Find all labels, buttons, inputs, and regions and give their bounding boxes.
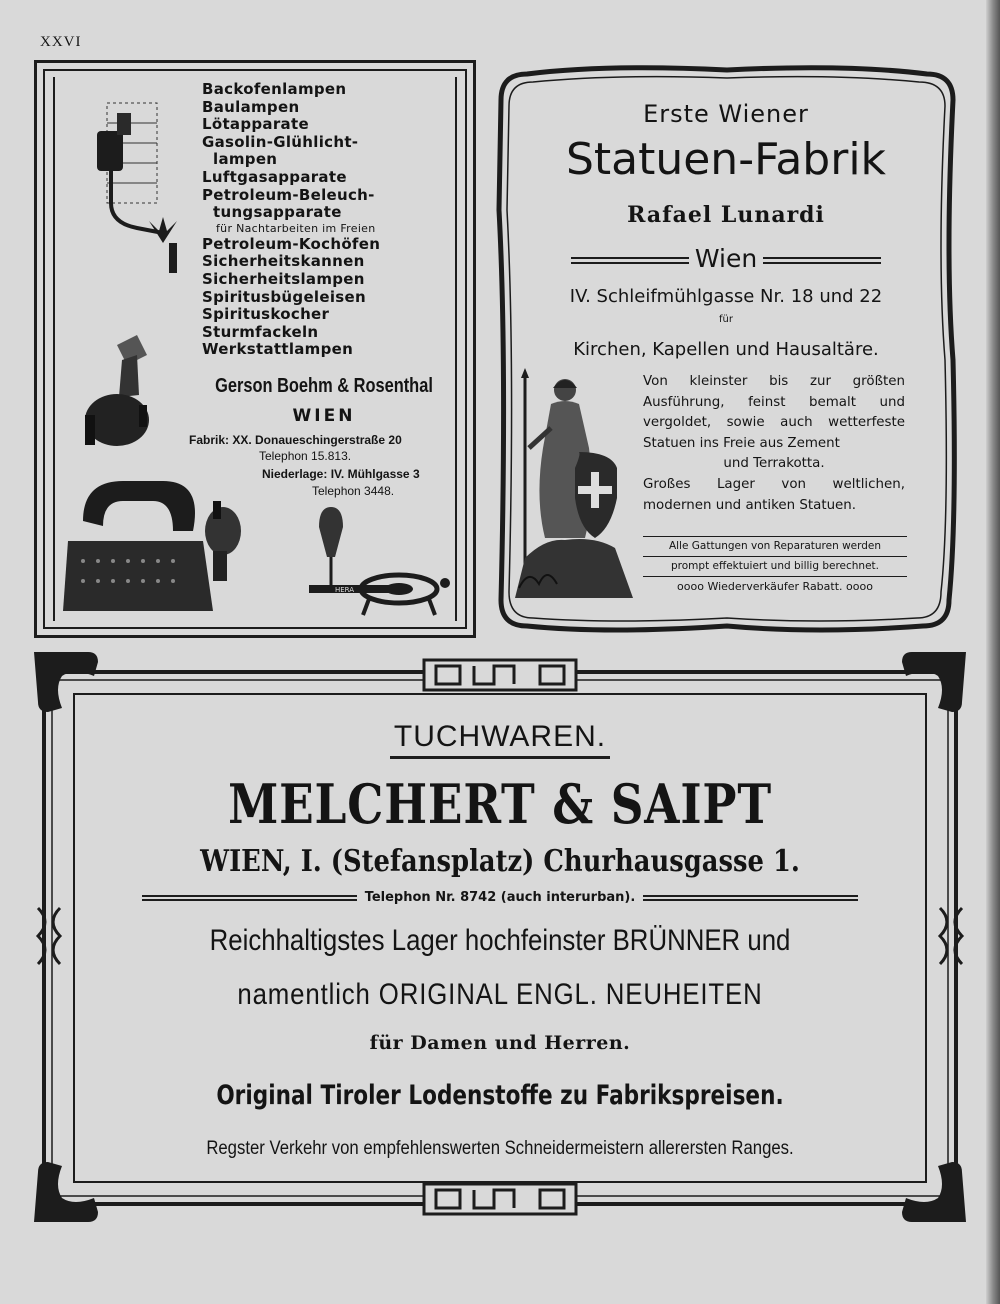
description-text-2: Großes Lager von weltlichen, modernen und antiken Statuen.: [643, 476, 905, 513]
spirit-burner-illustration: [299, 507, 459, 617]
description-text: Von kleinster bis zur größten Ausführung, feinst bemalt und vergoldet, sowie auch wetterfeste Statuen ins Freie aus Zement: [643, 374, 905, 451]
rabatt-note: oooo Wiederverkäufer Rabatt. oooo: [677, 580, 873, 593]
firm-name: Gerson Boehm & Rosenthal: [215, 375, 433, 397]
product-list: [202, 81, 472, 359]
factory-phone: Telephon 15.813.: [259, 449, 352, 463]
headline-statuen-fabrik: Statuen-Fabrik: [565, 134, 887, 185]
tailors-line: Regster Verkehr von empfehlenswerten Schneidermeistern allerersten Ranges.: [206, 1138, 794, 1159]
wall-lamp-illustration: [67, 93, 187, 293]
firm-name: MELCHERT & SAIPT: [228, 772, 772, 836]
product-item: für Nachtarbeiten im Freien: [216, 221, 376, 235]
product-item: Spirituskocher: [202, 305, 330, 324]
product-item: Sturmfackeln: [202, 322, 319, 341]
phone-line: [34, 890, 966, 905]
loden-line: Original Tiroler Lodenstoffe zu Fabrikspreisen.: [216, 1080, 784, 1111]
page-edge-shadow: [986, 0, 1000, 1304]
description-center: und Terrakotta.: [723, 456, 825, 472]
product-item: Petroleum-Kochöfen: [202, 234, 381, 253]
product-item: tungsapparate: [213, 203, 342, 222]
headline-erste-wiener: Erste Wiener: [643, 100, 809, 128]
branch-phone: Telephon 3448.: [312, 484, 395, 498]
double-rule-right: [763, 257, 881, 264]
owner-name: Rafael Lunardi: [627, 202, 825, 228]
double-rule-left: [571, 257, 689, 264]
repair-line-2: prompt effektuiert und billig berechnet.: [643, 557, 907, 577]
product-item: Backofenlampen: [202, 80, 347, 98]
heading-text: TUCHWAREN.: [390, 720, 610, 759]
address: IV. Schleifmühlgasse Nr. 18 und 22: [569, 286, 883, 307]
fuer-word: für: [719, 314, 733, 325]
repair-note: [643, 536, 907, 577]
product-item: lampen: [213, 150, 278, 169]
stock-line-1: Reichhaltigstes Lager hochfeinster BRÜNNER und: [209, 924, 791, 957]
product-item: Spiritusbügeleisen: [202, 287, 366, 306]
statue-illustration: [515, 368, 645, 598]
audience-line: für Damen und Herren.: [369, 1032, 631, 1054]
ad-melchert-saipt: [34, 648, 966, 1226]
product-item: Luftgasapparate: [202, 167, 347, 186]
firm-city: WIEN: [292, 406, 356, 426]
stock-line-2: namentlich ORIGINAL ENGL. NEUHEITEN: [237, 978, 763, 1011]
product-item: Baulampen: [202, 97, 300, 116]
page-number: XXVI: [40, 34, 82, 50]
product-item: Gasolin-Glühlicht-: [202, 132, 359, 151]
frame-rule-left: [53, 77, 55, 621]
product-item: Sicherheitskannen: [202, 252, 365, 271]
flat-iron-illustration: [63, 471, 243, 621]
branch-address: Niederlage: IV. Mühlgasse 3: [262, 467, 420, 481]
double-rule-right: [643, 895, 858, 901]
product-item: Sicherheitslampen: [202, 269, 365, 288]
heading-tuchwaren: [34, 720, 966, 759]
ad-boehm-rosenthal: [34, 60, 476, 638]
product-item: Werkstattlampen: [202, 340, 354, 359]
phone: Telephon Nr. 8742 (auch interurban).: [364, 890, 636, 905]
firm-address: WIEN, I. (Stefansplatz) Churhausgasse 1.: [200, 844, 800, 879]
description: [643, 372, 905, 516]
product-item: Petroleum-Beleuch-: [202, 185, 375, 204]
blowtorch-illustration: [67, 335, 177, 455]
repair-line-1: Alle Gattungen von Reparaturen werden: [643, 537, 907, 557]
product-item: Lötapparate: [202, 115, 309, 134]
double-rule-left: [142, 895, 357, 901]
city: Wien: [694, 244, 758, 273]
ad-statuen-fabrik: [487, 60, 965, 638]
city-line: [487, 244, 965, 273]
burner-brand: HERA: [335, 586, 355, 594]
factory-address: Fabrik: XX. Donaueschingerstraße 20: [189, 433, 402, 447]
purpose: Kirchen, Kapellen und Hausaltäre.: [573, 339, 879, 360]
